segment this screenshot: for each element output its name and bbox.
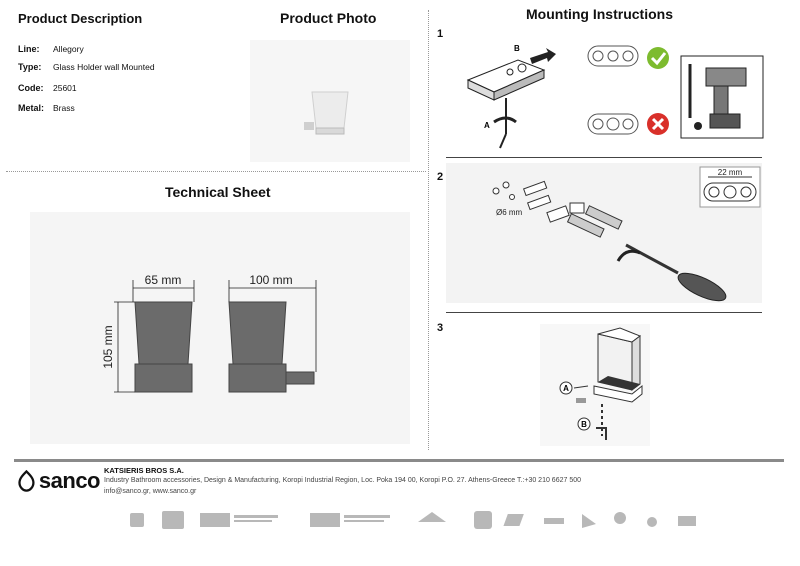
spec-value: Brass — [53, 103, 75, 113]
dim-depth-side: 100 mm — [249, 273, 293, 287]
certification-logos — [126, 508, 706, 532]
iso-14001-badge — [310, 513, 340, 527]
spec-value: 25601 — [53, 83, 77, 93]
feature-icon — [647, 517, 657, 527]
label-a: A — [484, 121, 490, 130]
step-divider — [446, 157, 762, 158]
technical-drawing — [30, 212, 410, 444]
label-spacing: 22 mm — [717, 168, 743, 177]
divider — [428, 10, 429, 450]
feature-icon — [614, 512, 626, 524]
origin-icon — [130, 513, 144, 527]
warranty-icon — [162, 511, 184, 529]
step-divider — [446, 312, 762, 313]
feature-icon — [418, 512, 446, 522]
brand-name: sanco — [38, 468, 100, 493]
feature-icon — [503, 514, 523, 526]
product-description-heading: Product Description — [18, 11, 143, 26]
product-photo — [250, 40, 410, 162]
mounting-heading: Mounting Instructions — [526, 6, 673, 22]
glass-holder-photo — [250, 40, 410, 162]
company-contact: info@sanco.gr, www.sanco.gr — [104, 488, 197, 495]
divider — [6, 171, 426, 172]
spec-key: Metal: — [18, 103, 45, 113]
spec-key: Line: — [18, 44, 40, 54]
footer-rule — [14, 459, 784, 462]
step-3-illustration — [540, 324, 650, 446]
spec-code — [18, 83, 77, 93]
feature-icon — [678, 516, 696, 526]
step-1-illustration — [448, 38, 764, 154]
feature-icon — [582, 514, 596, 528]
step-number: 3 — [437, 322, 444, 334]
iso-9001-badge — [200, 513, 230, 527]
label-a-step3: A — [563, 384, 569, 393]
spec-metal — [18, 103, 75, 113]
label-diameter: Ø6 mm — [496, 208, 523, 217]
spec-line — [18, 44, 84, 54]
spec-value: Allegory — [53, 44, 84, 54]
label-b: B — [514, 44, 520, 53]
spec-type — [18, 62, 155, 72]
label-b-step3: B — [581, 420, 587, 429]
technical-sheet-heading: Technical Sheet — [165, 184, 271, 200]
spec-value: Glass Holder wall Mounted — [53, 62, 155, 72]
step-2-illustration — [446, 163, 762, 303]
feature-icon — [544, 518, 564, 524]
step-number: 1 — [437, 28, 444, 40]
product-photo-heading: Product Photo — [280, 10, 377, 26]
step-number: 2 — [437, 171, 444, 183]
dim-height: 105 mm — [101, 325, 115, 369]
company-address: Industry Bathroom accessories, Design & Manufacturing, Koropi Industrial Region, Loc. Poka 194 00, Koropi P.O. 27. Athens-Greece T.:+30 210 6627 500 — [104, 477, 581, 484]
spec-key: Type: — [18, 62, 42, 72]
company-name: KATSIERIS BROS S.A. — [104, 466, 184, 475]
years-icon — [474, 511, 492, 529]
dim-width-front: 65 mm — [144, 273, 182, 287]
sanco-logo — [16, 466, 100, 496]
sanco-logo-icon — [16, 468, 37, 494]
spec-key: Code: — [18, 83, 44, 93]
